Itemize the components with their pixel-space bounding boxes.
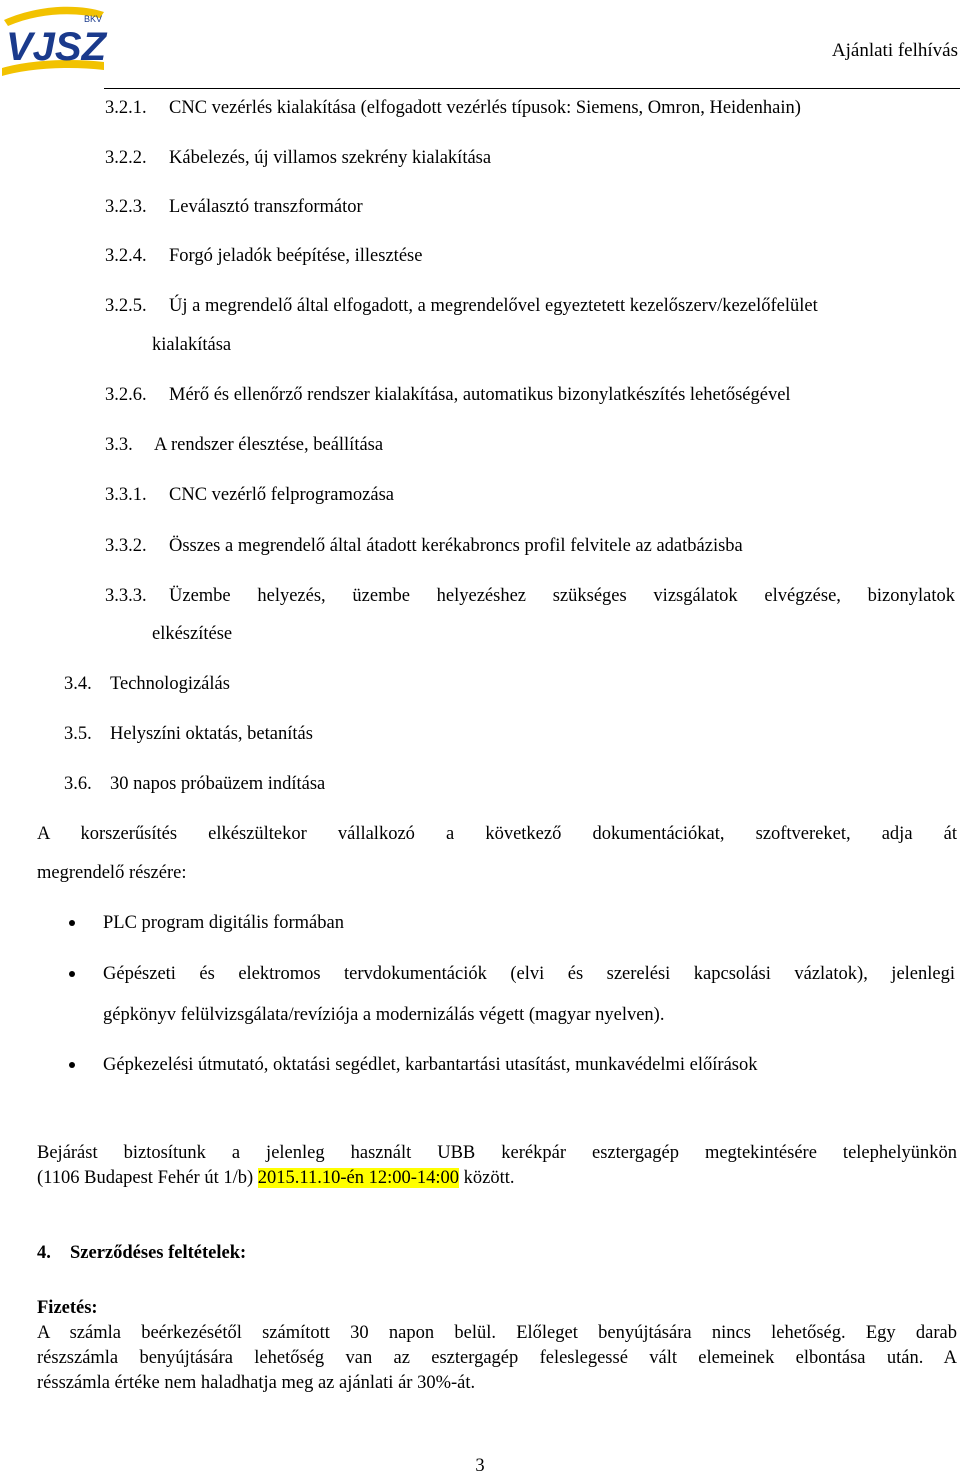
- bullet-icon: [69, 1062, 75, 1068]
- item-text: A rendszer élesztése, beállítása: [154, 435, 384, 455]
- page-number: 3: [475, 1456, 485, 1476]
- item-3-2-2: [105, 147, 491, 169]
- item-3-3-3-continuation: elkészítése: [152, 624, 233, 644]
- visit-line-1: Bejárást biztosítunk a jelenleg használt UBB kerékpár esztergagép megtekintésére telephelyünkön: [37, 1143, 957, 1163]
- payment-heading: Fizetés:: [37, 1298, 98, 1318]
- visit-address: (1106 Budapest Fehér út 1/b): [37, 1168, 258, 1188]
- item-3-2-6: [105, 384, 791, 406]
- bullet-icon: [69, 920, 75, 926]
- item-text: Forgó jeladók beépítése, illesztése: [169, 246, 423, 266]
- payment-line-1: A számla beérkezésétől számított 30 napon belül. Előleget benyújtására nincs lehetőség. Egy darab: [37, 1323, 957, 1343]
- item-number: 3.3.1.: [105, 485, 147, 505]
- bullet-icon: [69, 971, 75, 977]
- document-title: Ajánlati felhívás: [831, 40, 958, 61]
- item-3-2-1: [105, 97, 801, 119]
- item-3-2-4: [105, 245, 422, 267]
- item-text: Üzembe helyezés, üzembe helyezéshez szükséges vizsgálatok elvégzése, bizonylatok: [169, 586, 955, 606]
- item-3-2-5: [105, 295, 818, 317]
- item-number: 3.2.1.: [105, 98, 147, 118]
- item-3-6: [64, 773, 325, 795]
- item-number: 3.3.3.: [105, 586, 147, 606]
- item-3-5: [64, 723, 313, 745]
- item-3-3: [105, 434, 383, 456]
- item-text: Technologizálás: [110, 674, 230, 694]
- section-4-heading: [37, 1242, 246, 1264]
- item-number: 3.2.2.: [105, 148, 147, 168]
- item-number: 3.2.3.: [105, 197, 147, 217]
- item-text: Helyszíni oktatás, betanítás: [110, 724, 313, 744]
- item-number: 3.2.5.: [105, 296, 147, 316]
- item-number: 3.3.: [105, 435, 133, 455]
- item-text: 30 napos próbaüzem indítása: [110, 774, 326, 794]
- visit-line-2: [37, 1167, 515, 1189]
- item-text: CNC vezérlés kialakítása (elfogadott vezérlés típusok: Siemens, Omron, Heidenhain): [169, 98, 801, 118]
- item-number: 3.6.: [64, 774, 92, 794]
- item-3-4: [64, 673, 230, 695]
- bullet-item-2-continuation: gépkönyv felülvizsgálata/revíziója a modernizálás végett (magyar nyelven).: [103, 1005, 665, 1025]
- item-number: 3.2.6.: [105, 385, 147, 405]
- page-header: [0, 0, 960, 96]
- vjsz-logo: [0, 0, 108, 80]
- bullet-item-2: Gépészeti és elektromos tervdokumentációk (elvi és szerelési kapcsolási vázlatok), jelenlegi: [103, 964, 955, 984]
- logo-text: VJSZ: [6, 25, 107, 69]
- item-text: Új a megrendelő által elfogadott, a megrendelővel egyeztetett kezelőszerv/kezelőfelület: [169, 296, 818, 316]
- item-number: 3.5.: [64, 724, 92, 744]
- item-3-3-3: [105, 585, 955, 607]
- bullet-item-3: Gépkezelési útmutató, oktatási segédlet, karbantartási utasítást, munkavédelmi előírások: [103, 1055, 758, 1075]
- item-number: 3.3.2.: [105, 536, 147, 556]
- item-text: Mérő és ellenőrző rendszer kialakítása, automatikus bizonylatkészítés lehetőségével: [169, 385, 791, 405]
- item-text: Leválasztó transzformátor: [169, 197, 363, 217]
- item-3-3-1: [105, 484, 394, 506]
- header-divider: [104, 88, 960, 89]
- section-number: 4.: [37, 1243, 51, 1263]
- section-title: Szerződéses feltételek:: [70, 1243, 247, 1263]
- intro-line-1: A korszerűsítés elkészültekor vállalkozó a következő dokumentációkat, szoftvereket, adja át: [37, 824, 957, 844]
- visit-date-highlight: 2015.11.10-én 12:00-14:00: [257, 1168, 460, 1188]
- payment-line-3: résszámla értéke nem haladhatja meg az ajánlati ár 30%-át.: [37, 1373, 476, 1393]
- item-text: Kábelezés, új villamos szekrény kialakítása: [169, 148, 492, 168]
- logo-sub: BKV: [84, 14, 103, 24]
- item-number: 3.4.: [64, 674, 92, 694]
- item-number: 3.2.4.: [105, 246, 147, 266]
- intro-line-2: megrendelő részére:: [37, 863, 187, 883]
- item-text: CNC vezérlő felprogramozása: [169, 485, 394, 505]
- payment-line-2: részszámla benyújtására lehetőség van az esztergagép feleslegessé vált elemeinek elbontása után. A: [37, 1348, 957, 1368]
- bullet-item-1: PLC program digitális formában: [103, 913, 344, 933]
- item-text: Összes a megrendelő által átadott kerékabroncs profil felvitele az adatbázisba: [169, 536, 743, 556]
- visit-suffix: között.: [459, 1168, 515, 1188]
- item-3-3-2: [105, 535, 743, 557]
- item-3-2-5-continuation: kialakítása: [152, 335, 232, 355]
- item-3-2-3: [105, 196, 363, 218]
